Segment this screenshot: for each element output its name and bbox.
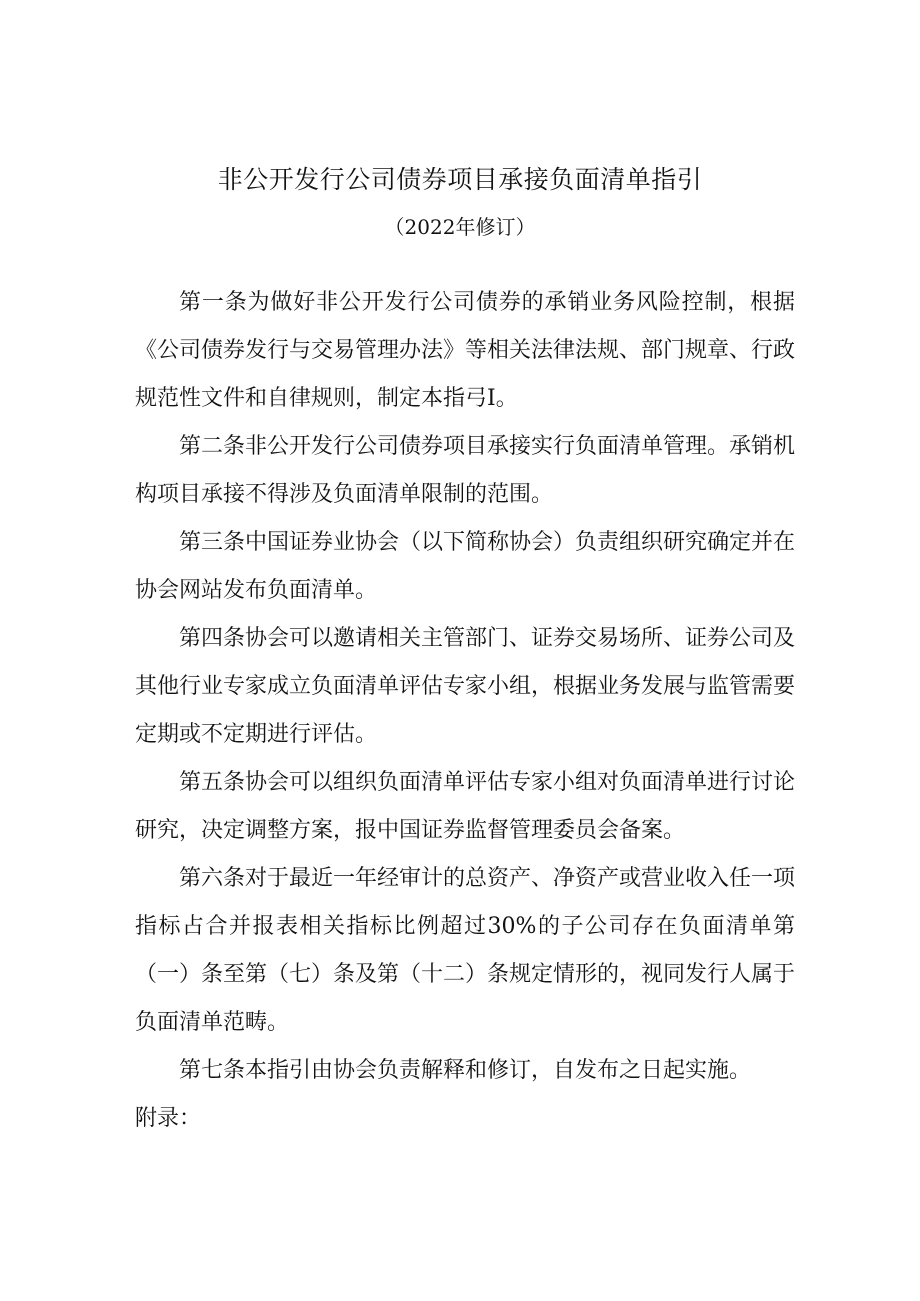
appendix-label: 附录： [135, 1106, 202, 1131]
article-3: 第三条中国证券业协会（以下简称协会）负责组织研究确定并在协会网站发布负面清单。 [135, 530, 796, 603]
document-title: 非公开发行公司债券项目承接负面清单指引 [217, 165, 703, 194]
article-2: 第二条非公开发行公司债券项目承接实行负面清单管理。承销机构项目承接不得涉及负面清单限制的范围。 [135, 434, 796, 507]
document-body [135, 279, 795, 1143]
article-6: 第六条对于最近一年经审计的总资产、净资产或营业收入任一项指标占合并报表相关指标比例超过30%的子公司存在负面清单第（一）条至第（七）条及第（十二）条规定情形的，视同发行人属于负面清单范畴。 [135, 866, 796, 1035]
article-4: 第四条协会可以邀请相关主管部门、证券交易场所、证券公司及其他行业专家成立负面清单评估专家小组，根据业务发展与监管需要定期或不定期进行评估。 [135, 626, 796, 747]
article-1: 第一条为做好非公开发行公司债券的承销业务风险控制，根据《公司债券发行与交易管理办法》等相关法律法规、部门规章、行政规范性文件和自律规则，制定本指弓I。 [135, 290, 796, 411]
document-subtitle: （2022年修订） [384, 215, 536, 239]
article-7: 第七条本指引由协会负责解释和修订，自发布之日起实施。 [179, 1058, 752, 1083]
article-5: 第五条协会可以组织负面清单评估专家小组对负面清单进行讨论研究，决定调整方案，报中国证券监督管理委员会备案。 [135, 770, 796, 843]
